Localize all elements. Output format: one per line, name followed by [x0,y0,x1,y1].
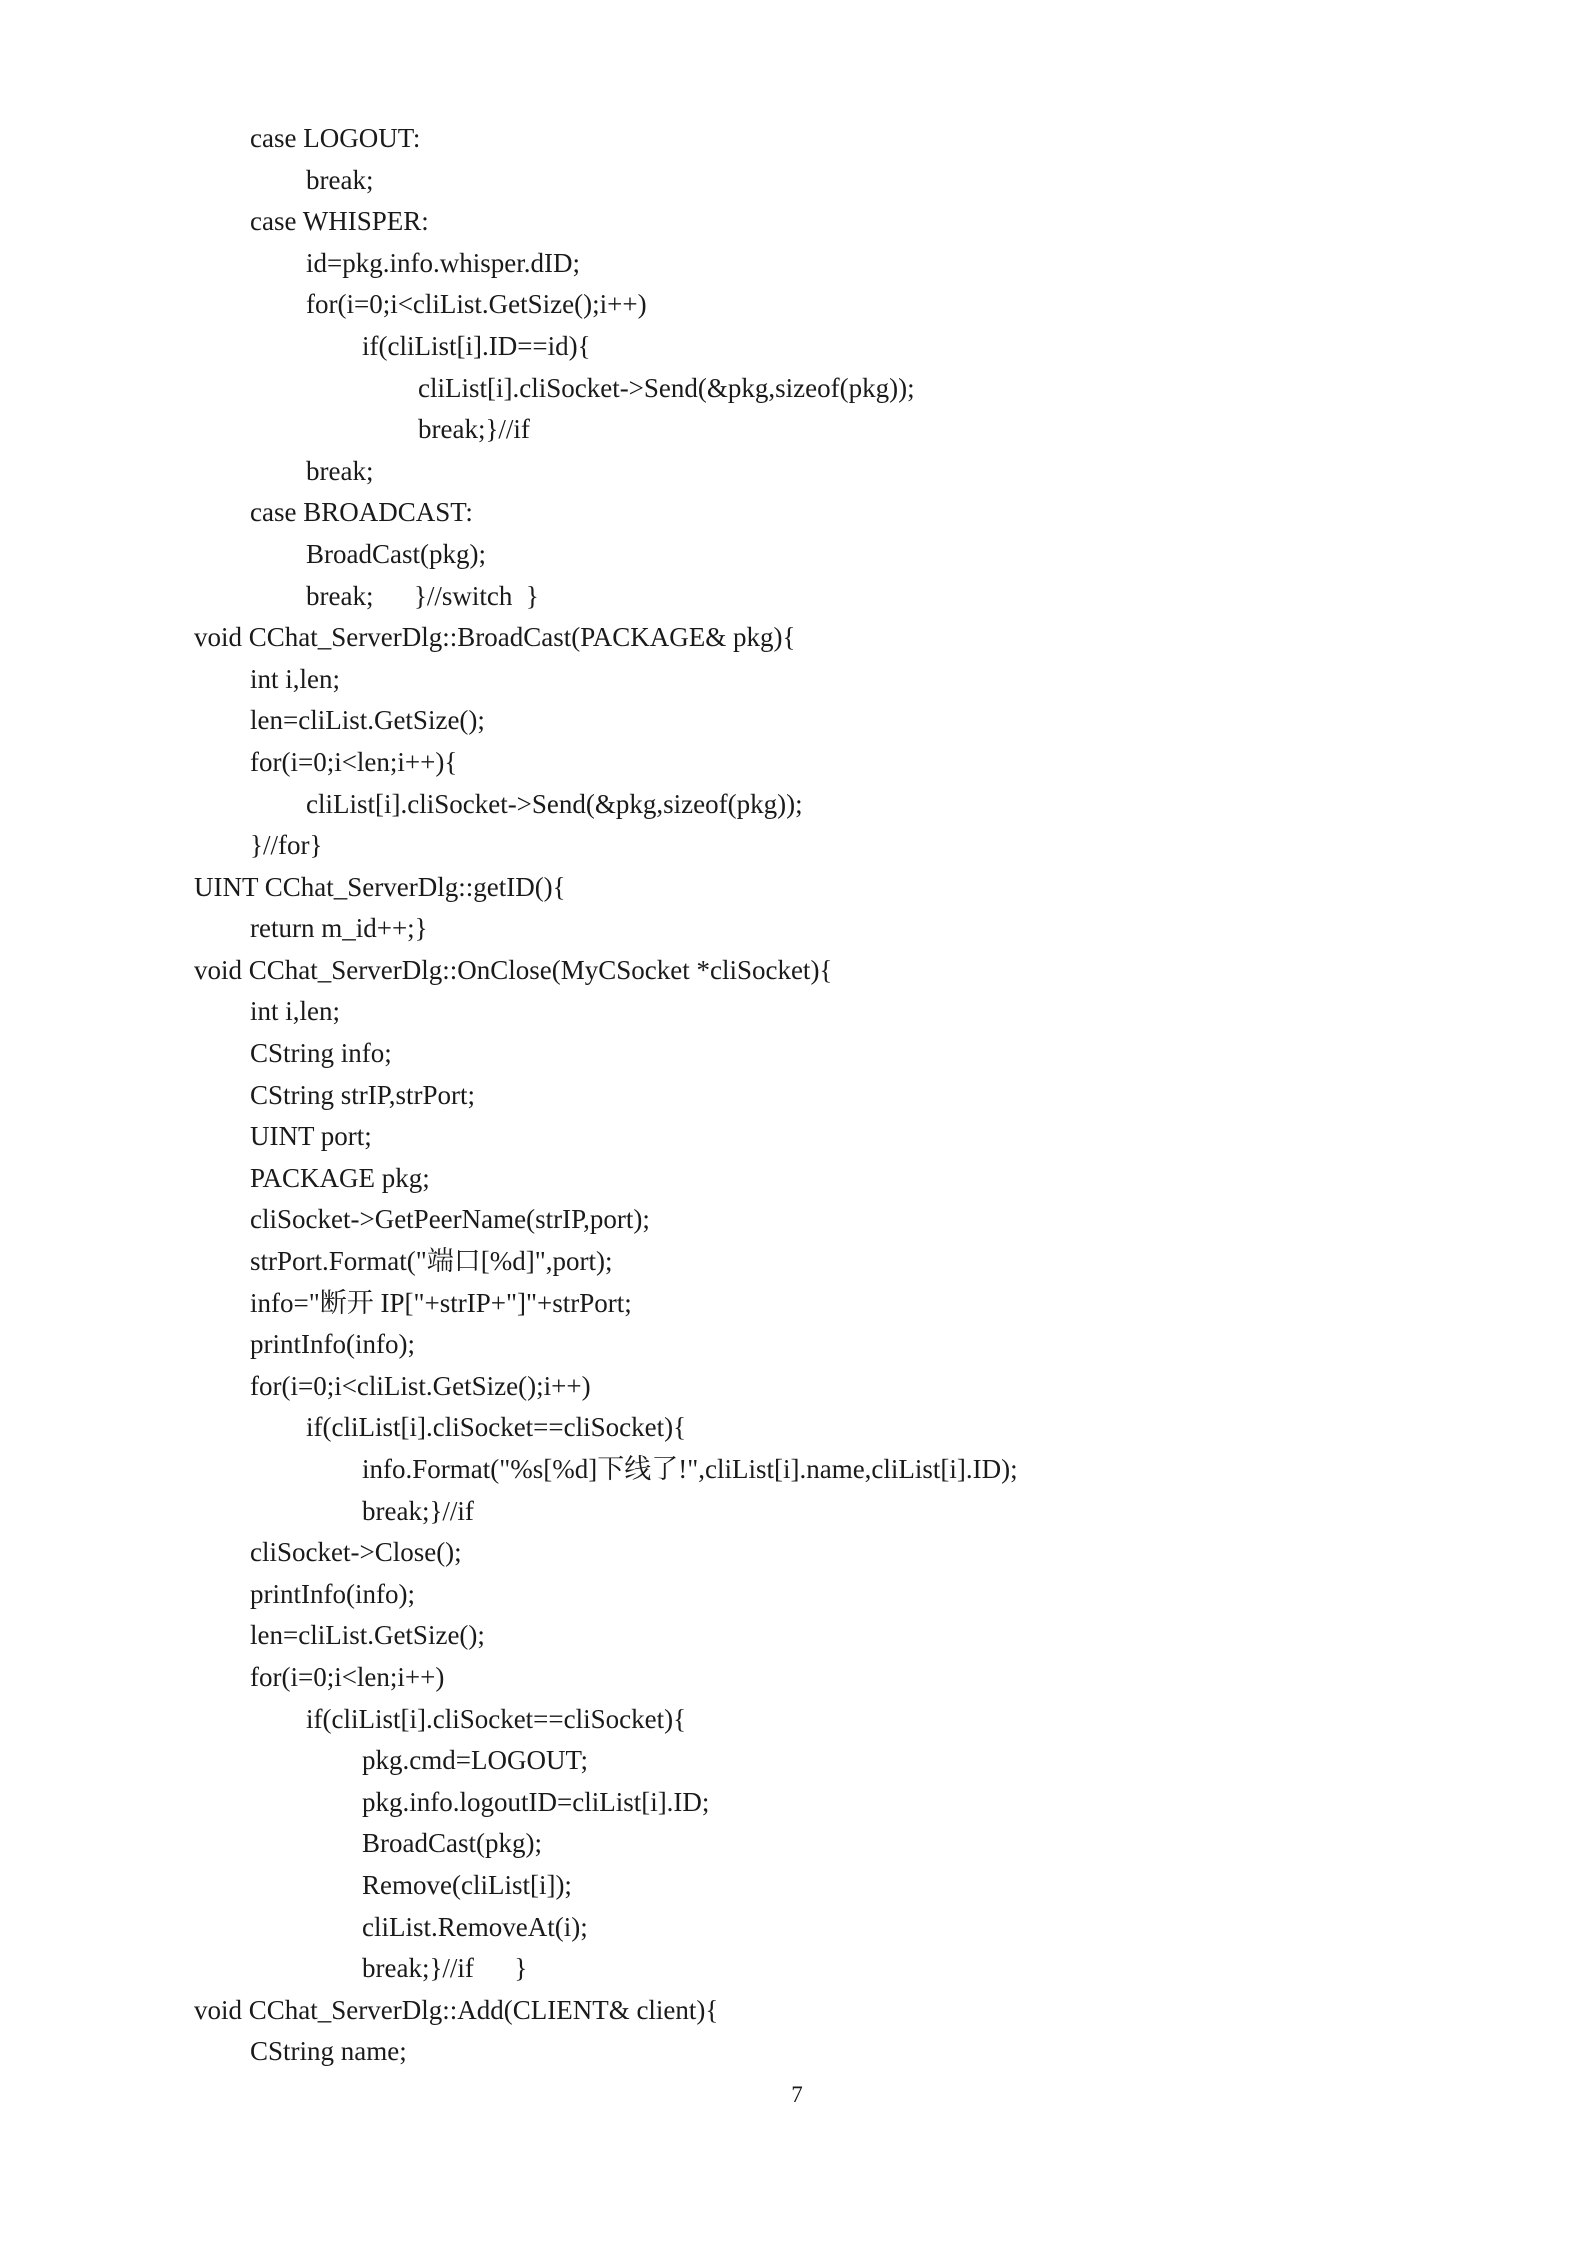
code-line: cliList[i].cliSocket->Send(&pkg,sizeof(pkg)); [418,372,915,403]
code-line: if(cliList[i].cliSocket==cliSocket){ [306,1412,687,1443]
code-line: break;}//if [418,414,530,445]
code-line: strPort.Format("端口[%d]",port); [250,1246,613,1277]
code-line: int i,len; [250,996,340,1027]
code-line: UINT port; [250,1121,372,1152]
code-line: id=pkg.info.whisper.dID; [306,247,580,278]
code-line: case BROADCAST: [250,497,473,528]
code-line: break;}//if } [362,1953,528,1984]
code-line: BroadCast(pkg); [362,1828,542,1859]
code-line: void CChat_ServerDlg::OnClose(MyCSocket *cliSocket){ [194,954,833,985]
code-line: if(cliList[i].cliSocket==cliSocket){ [306,1703,687,1734]
code-line: info="断开 IP["+strIP+"]"+strPort; [250,1287,632,1318]
code-line: cliSocket->Close(); [250,1537,462,1568]
page-number: 7 [791,2082,803,2107]
code-line: void CChat_ServerDlg::Add(CLIENT& client){ [194,1994,719,2025]
code-line: return m_id++;} [250,913,428,944]
code-line: printInfo(info); [250,1329,415,1360]
code-line: for(i=0;i<cliList.GetSize();i++) [306,289,647,320]
code-line: }//for} [250,830,323,861]
code-line: case LOGOUT: [250,123,421,153]
code-line: for(i=0;i<len;i++){ [250,746,458,777]
code-line: int i,len; [250,663,340,694]
code-line: info.Format("%s[%d]下线了!",cliList[i].name,cliList[i].ID); [362,1454,1018,1484]
code-line: CString info; [250,1038,392,1069]
code-line: for(i=0;i<len;i++) [250,1661,445,1692]
code-line: break; [306,455,374,486]
code-listing [194,118,1444,2073]
code-line: break; [306,164,374,195]
code-line: CString name; [250,2036,407,2067]
code-line: cliList[i].cliSocket->Send(&pkg,sizeof(pkg)); [306,788,803,819]
code-line: void CChat_ServerDlg::BroadCast(PACKAGE& pkg){ [194,622,796,653]
code-line: PACKAGE pkg; [250,1162,430,1193]
code-line: pkg.info.logoutID=cliList[i].ID; [362,1786,710,1817]
code-line: break; }//switch } [306,580,539,611]
code-line: cliList.RemoveAt(i); [362,1911,588,1942]
code-line: Remove(cliList[i]); [362,1869,572,1900]
code-line: for(i=0;i<cliList.GetSize();i++) [250,1370,591,1401]
code-line: break;}//if [362,1495,474,1526]
code-line: printInfo(info); [250,1578,415,1609]
code-line: case WHISPER: [250,206,429,237]
code-line: len=cliList.GetSize(); [250,705,485,736]
code-line: len=cliList.GetSize(); [250,1620,485,1651]
code-line: UINT CChat_ServerDlg::getID(){ [194,871,566,902]
code-line: BroadCast(pkg); [306,538,486,569]
code-line: if(cliList[i].ID==id){ [362,330,591,361]
code-line: pkg.cmd=LOGOUT; [362,1745,588,1776]
code-line: CString strIP,strPort; [250,1079,476,1110]
code-line: cliSocket->GetPeerName(strIP,port); [250,1204,650,1235]
